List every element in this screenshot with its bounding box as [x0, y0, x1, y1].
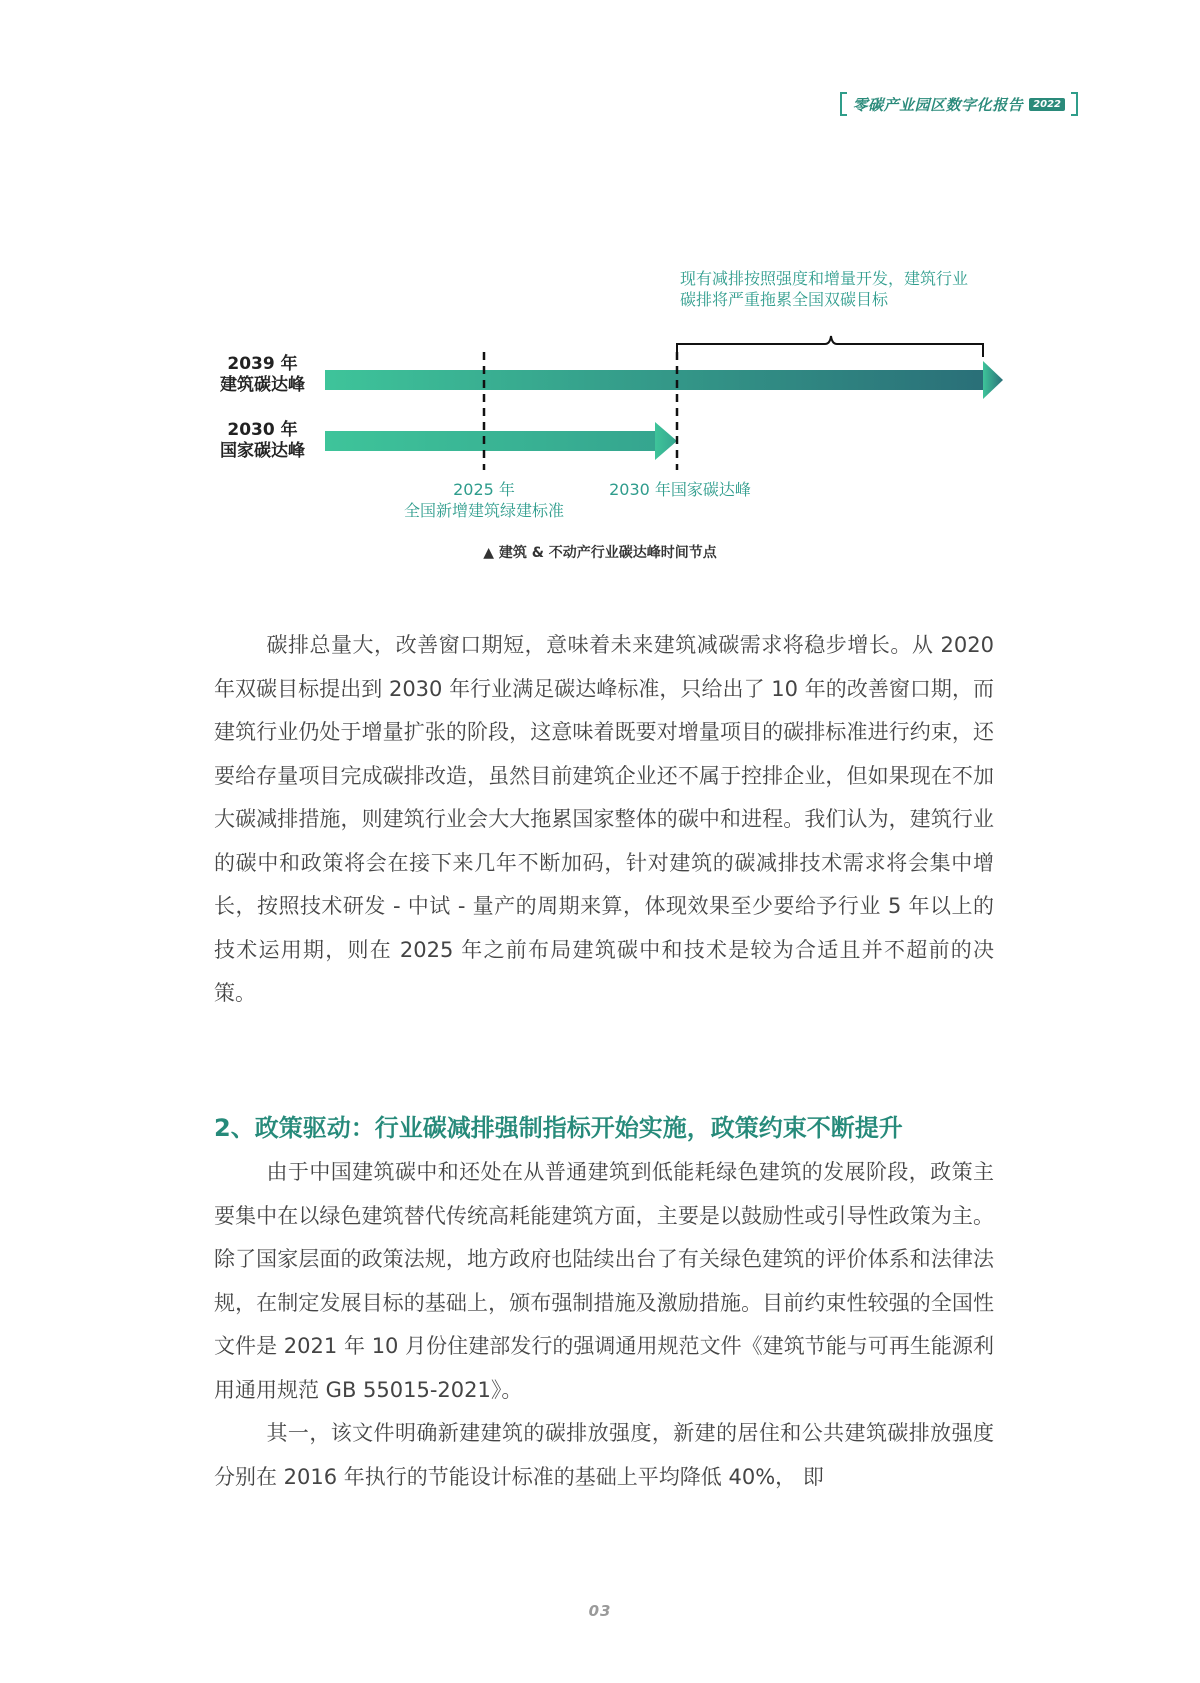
row-2039-event: 建筑碳达峰	[220, 375, 305, 395]
report-title: 零碳产业园区数字化报告	[852, 95, 1024, 114]
emission-drag-note-line1: 现有减排按照强度和增量开发，建筑行业	[680, 269, 969, 288]
row-2030-event: 国家碳达峰	[220, 441, 305, 461]
brace-icon	[677, 336, 983, 357]
figure-caption: ▲ 建筑 & 不动产行业碳达峰时间节点	[483, 545, 717, 561]
arrow-2030-shaft	[325, 431, 657, 451]
emission-drag-note	[680, 268, 968, 310]
report-year-badge: 2022	[1029, 98, 1065, 111]
arrow-2039-shaft	[325, 370, 985, 390]
marker-2025-label	[384, 479, 584, 521]
row-2039-year: 2039 年	[227, 354, 298, 374]
arrow-2039-head-icon	[983, 361, 1003, 399]
page-number: 03	[588, 1602, 612, 1620]
section-heading-policy: 2、政策驱动：行业碳减排强制指标开始实施，政策约束不断提升	[214, 1114, 903, 1142]
marker-2025-year: 2025 年	[453, 480, 515, 499]
timeline-row-2039-label	[205, 354, 320, 396]
timeline-row-2030-label	[205, 420, 320, 462]
emission-drag-note-line2: 碳排将严重拖累全国双碳目标	[680, 290, 889, 309]
paragraph-policy-stage: 由于中国建筑碳中和还处在从普通建筑到低能耗绿色建筑的发展阶段，政策主要集中在以绿色建筑替代传统高耗能建筑方面，主要是以鼓励性或引导性政策为主。除了国家层面的政策法规，地方政府也陆续出台了有关绿色建筑的评价体系和法律法规，在制定发展目标的基础上，颁布强制措施及激励措施。目前约束性较强的全国性文件是 2021 年 10 月份住建部发行的强调通用规范文件《建筑节能与可再生能源利用通用规范 GB 55015-2021》。	[214, 1160, 994, 1402]
row-2030-year: 2030 年	[227, 420, 298, 440]
carbon-peak-timeline-diagram	[0, 0, 1200, 570]
paragraph-window-period: 碳排总量大，改善窗口期短，意味着未来建筑减碳需求将稳步增长。从 2020 年双碳目标提出到 2030 年行业满足碳达峰标准，只给出了 10 年的改善窗口期，而建筑行业仍处于增量扩张的阶段，这意味着既要对增量项目的碳排标准进行约束，还要给存量项目完成碳排改造，虽然目前建筑企业还不属于控排企业，但如果现在不加大碳减排措施，则建筑行业会大大拖累国家整体的碳中和进程。我们认为，建筑行业的碳中和政策将会在接下来几年不断加码，针对建筑的碳减排技术需求将会集中增长，按照技术研发 - 中试 - 量产的周期来算，体现效果至少要给予行业 5 年以上的技术运用期，则在 2025 年之前布局建筑碳中和技术是较为合适且并不超前的决策。	[214, 633, 994, 1005]
marker-2025-event: 全国新增建筑绿建标准	[403, 501, 564, 520]
arrow-2030-head-icon	[655, 422, 677, 460]
marker-2030-label: 2030 年国家碳达峰	[609, 480, 751, 499]
paragraph-first-point: 其一，该文件明确新建建筑的碳排放强度，新建的居住和公共建筑碳排放强度分别在 2016 年执行的节能设计标准的基础上平均降低 40%， 即	[214, 1421, 994, 1489]
